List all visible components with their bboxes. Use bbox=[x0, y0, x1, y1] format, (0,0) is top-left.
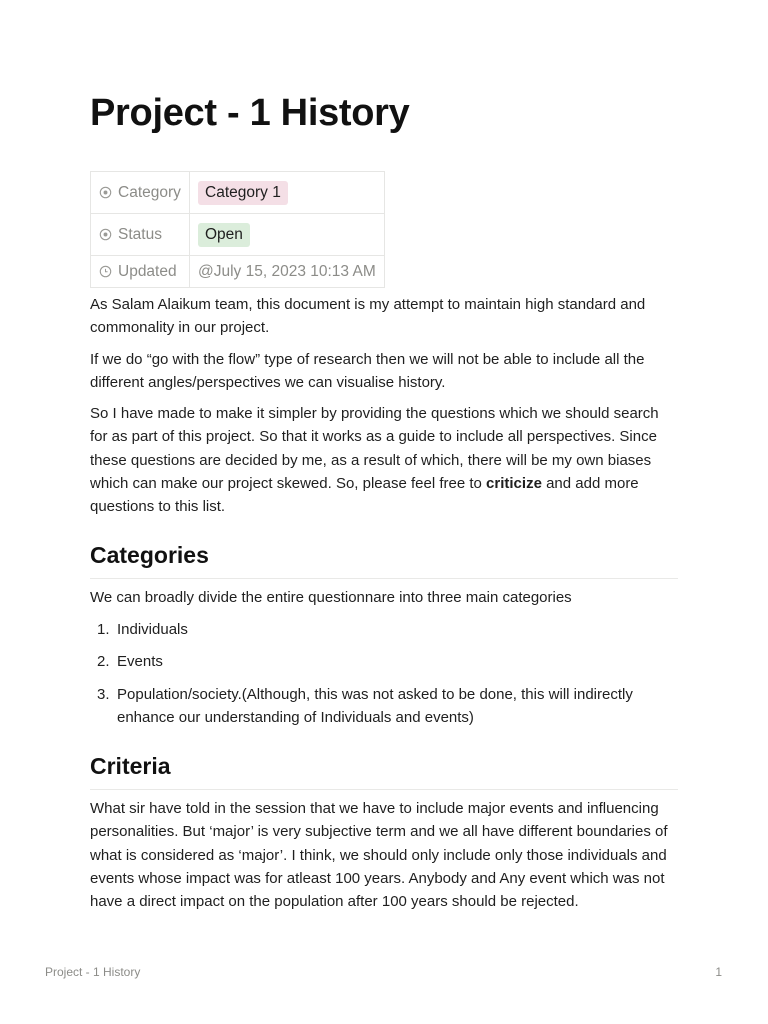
property-key bbox=[91, 214, 190, 256]
property-key-label: Category bbox=[118, 183, 181, 201]
categories-lead: We can broadly divide the entire questionnare into three main categories bbox=[90, 589, 572, 606]
divider bbox=[90, 789, 678, 790]
property-value[interactable] bbox=[190, 214, 385, 256]
section-heading-criteria: Criteria bbox=[90, 753, 171, 779]
property-key bbox=[91, 256, 190, 288]
status-tag[interactable]: Open bbox=[198, 223, 250, 247]
list-number: 3. bbox=[97, 685, 110, 703]
property-row-updated bbox=[91, 256, 385, 288]
property-row-status bbox=[91, 214, 385, 256]
footer-title: Project - 1 History bbox=[45, 965, 141, 979]
list-item bbox=[90, 618, 680, 641]
intro-paragraph-3 bbox=[90, 402, 680, 518]
select-icon bbox=[99, 228, 112, 241]
intro-paragraph-1: As Salam Alaikum team, this document is my attempt to maintain high standard and commonality in our project. bbox=[90, 296, 646, 337]
properties-table bbox=[90, 171, 385, 288]
list-item bbox=[90, 650, 680, 673]
paragraph-text: and add more questions to this list. bbox=[90, 474, 639, 516]
page-number: 1 bbox=[715, 965, 722, 979]
category-tag[interactable]: Category 1 bbox=[198, 181, 288, 205]
list-item bbox=[90, 683, 680, 730]
page-title: Project - 1 History bbox=[90, 92, 410, 134]
divider bbox=[90, 578, 678, 579]
property-value[interactable] bbox=[190, 172, 385, 214]
updated-timestamp: @July 15, 2023 10:13 AM bbox=[198, 262, 376, 280]
paragraph-text: So I have made to make it simpler by providing the questions which we should search for as part of this project. So that it works as a guide to include all perspectives. Since these questions are decided by me, as a result of which, there will be my own biases which can make our project skewed. So, please feel free to bbox=[90, 405, 659, 492]
categories-list bbox=[90, 618, 680, 738]
list-item-text: Individuals bbox=[117, 621, 188, 638]
list-item-text: Population/society.(Although, this was not asked to be done, this will indirectly enhance our understanding of Individuals and events) bbox=[117, 685, 633, 726]
property-value bbox=[190, 256, 385, 288]
list-number: 2. bbox=[97, 653, 110, 671]
intro-paragraph-2: If we do “go with the flow” type of research then we will not be able to include all the different angles/perspectives we can visualise history. bbox=[90, 351, 645, 392]
list-number: 1. bbox=[97, 621, 110, 638]
emphasis-text: criticize bbox=[486, 474, 542, 492]
criteria-paragraph: What sir have told in the session that we have to include major events and influencing personalities. But ‘major’ is very subjective term and we all have different boundaries of what is considered as ‘major’. I think, we should only include only those individuals and events whose impact was for atleast 100 years. Anybody and Any event which was not have a direct impact on the population after 100 years should be rejected. bbox=[90, 800, 668, 911]
list-item-text: Events bbox=[117, 653, 163, 671]
property-key bbox=[91, 172, 190, 214]
property-row-category bbox=[91, 172, 385, 214]
property-key-label: Updated bbox=[118, 262, 177, 280]
select-icon bbox=[99, 186, 112, 199]
clock-icon bbox=[99, 265, 112, 278]
property-key-label: Status bbox=[118, 225, 162, 243]
section-heading-categories: Categories bbox=[90, 542, 209, 568]
